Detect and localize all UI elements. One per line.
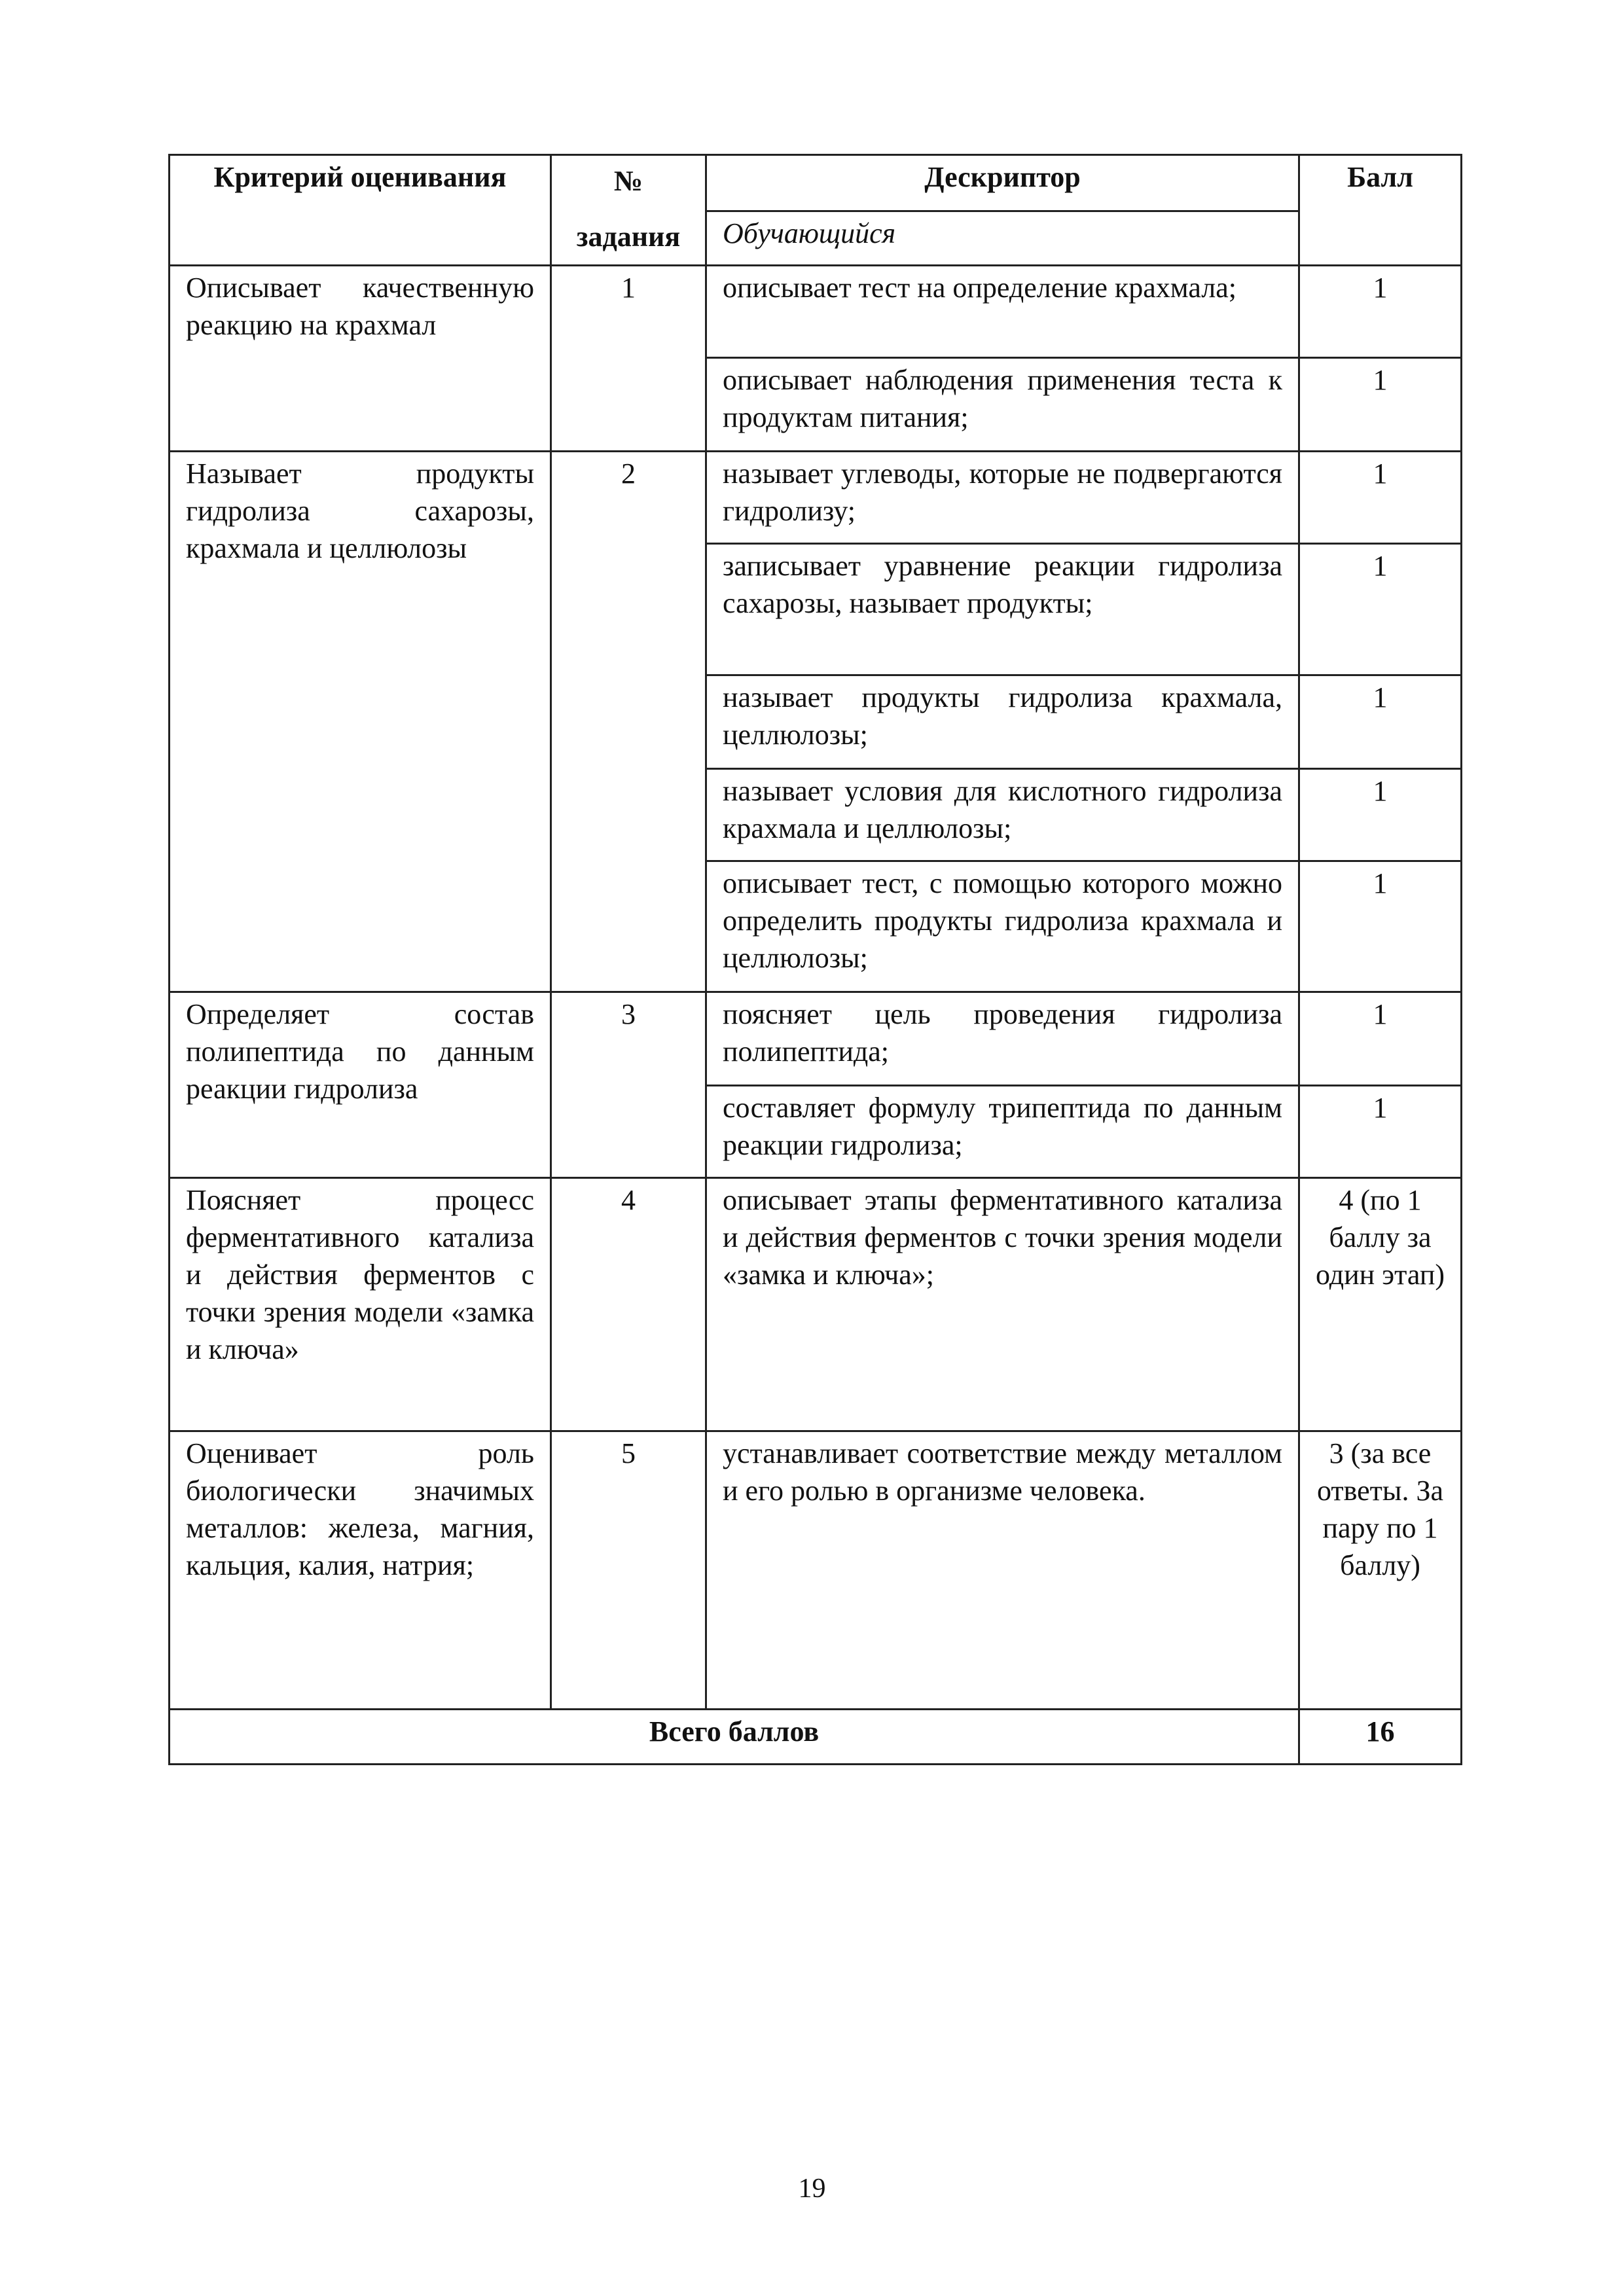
descriptor-cell: устанавливает соответствие между металлом и его ролью в организме человека.	[706, 1431, 1299, 1710]
task-number-cell: 2	[551, 452, 706, 992]
criterion-cell: Определяет состав полипептида по данным реакции гидролиза	[170, 992, 551, 1178]
score-cell: 1	[1299, 544, 1462, 675]
task-number-cell: 5	[551, 1431, 706, 1710]
task-number-cell: 4	[551, 1178, 706, 1431]
score-cell: 1	[1299, 452, 1462, 544]
criterion-cell: Поясняет процесс ферментативного катализа и действия ферментов с точки зрения модели «замка и ключа»	[170, 1178, 551, 1431]
score-cell: 1	[1299, 358, 1462, 452]
score-cell: 1	[1299, 266, 1462, 358]
criterion-cell: Называет продукты гидролиза сахарозы, крахмала и целлюлозы	[170, 452, 551, 992]
header-task-number	[551, 155, 706, 266]
descriptor-cell: записывает уравнение реакции гидролиза сахарозы, называет продукты;	[706, 544, 1299, 675]
descriptor-cell: называет углеводы, которые не подвергаются гидролизу;	[706, 452, 1299, 544]
score-cell: 1	[1299, 861, 1462, 992]
total-label: Всего баллов	[170, 1710, 1299, 1765]
header-learner: Обучающийся	[706, 211, 1299, 266]
score-cell: 1	[1299, 1086, 1462, 1178]
score-cell: 1	[1299, 992, 1462, 1086]
task-number-cell: 3	[551, 992, 706, 1178]
descriptor-cell: поясняет цель проведения гидролиза полипептида;	[706, 992, 1299, 1086]
criterion-cell: Оценивает роль биологически значимых металлов: железа, магния, кальция, калия, натрия;	[170, 1431, 551, 1710]
assessment-rubric-table	[168, 154, 1462, 1765]
total-value: 16	[1299, 1710, 1462, 1765]
page-number: 19	[798, 2174, 826, 2204]
descriptor-cell: описывает наблюдения применения теста к продуктам питания;	[706, 358, 1299, 452]
descriptor-cell: описывает тест на определение крахмала;	[706, 266, 1299, 358]
descriptor-cell: описывает этапы ферментативного катализа и действия ферментов с точки зрения модели «замка и ключа»;	[706, 1178, 1299, 1431]
criterion-cell: Описывает качественную реакцию на крахмал	[170, 266, 551, 452]
header-score: Балл	[1299, 155, 1462, 266]
score-cell: 1	[1299, 675, 1462, 769]
descriptor-cell: называет продукты гидролиза крахмала, целлюлозы;	[706, 675, 1299, 769]
score-cell: 1	[1299, 769, 1462, 861]
header-criterion: Критерий оценивания	[170, 155, 551, 266]
score-cell: 3 (за все ответы. За пару по 1 баллу)	[1299, 1431, 1462, 1710]
task-number-cell: 1	[551, 266, 706, 452]
header-task-number-word: задания	[576, 221, 681, 253]
score-cell: 4 (по 1 баллу за один этап)	[1299, 1178, 1462, 1431]
descriptor-cell: называет условия для кислотного гидролиза крахмала и целлюлозы;	[706, 769, 1299, 861]
header-descriptor: Дескриптор	[706, 155, 1299, 211]
descriptor-cell: описывает тест, с помощью которого можно определить продукты гидролиза крахмала и целлюлозы;	[706, 861, 1299, 992]
descriptor-cell: составляет формулу трипептида по данным реакции гидролиза;	[706, 1086, 1299, 1178]
header-task-number-symbol: №	[613, 165, 643, 197]
